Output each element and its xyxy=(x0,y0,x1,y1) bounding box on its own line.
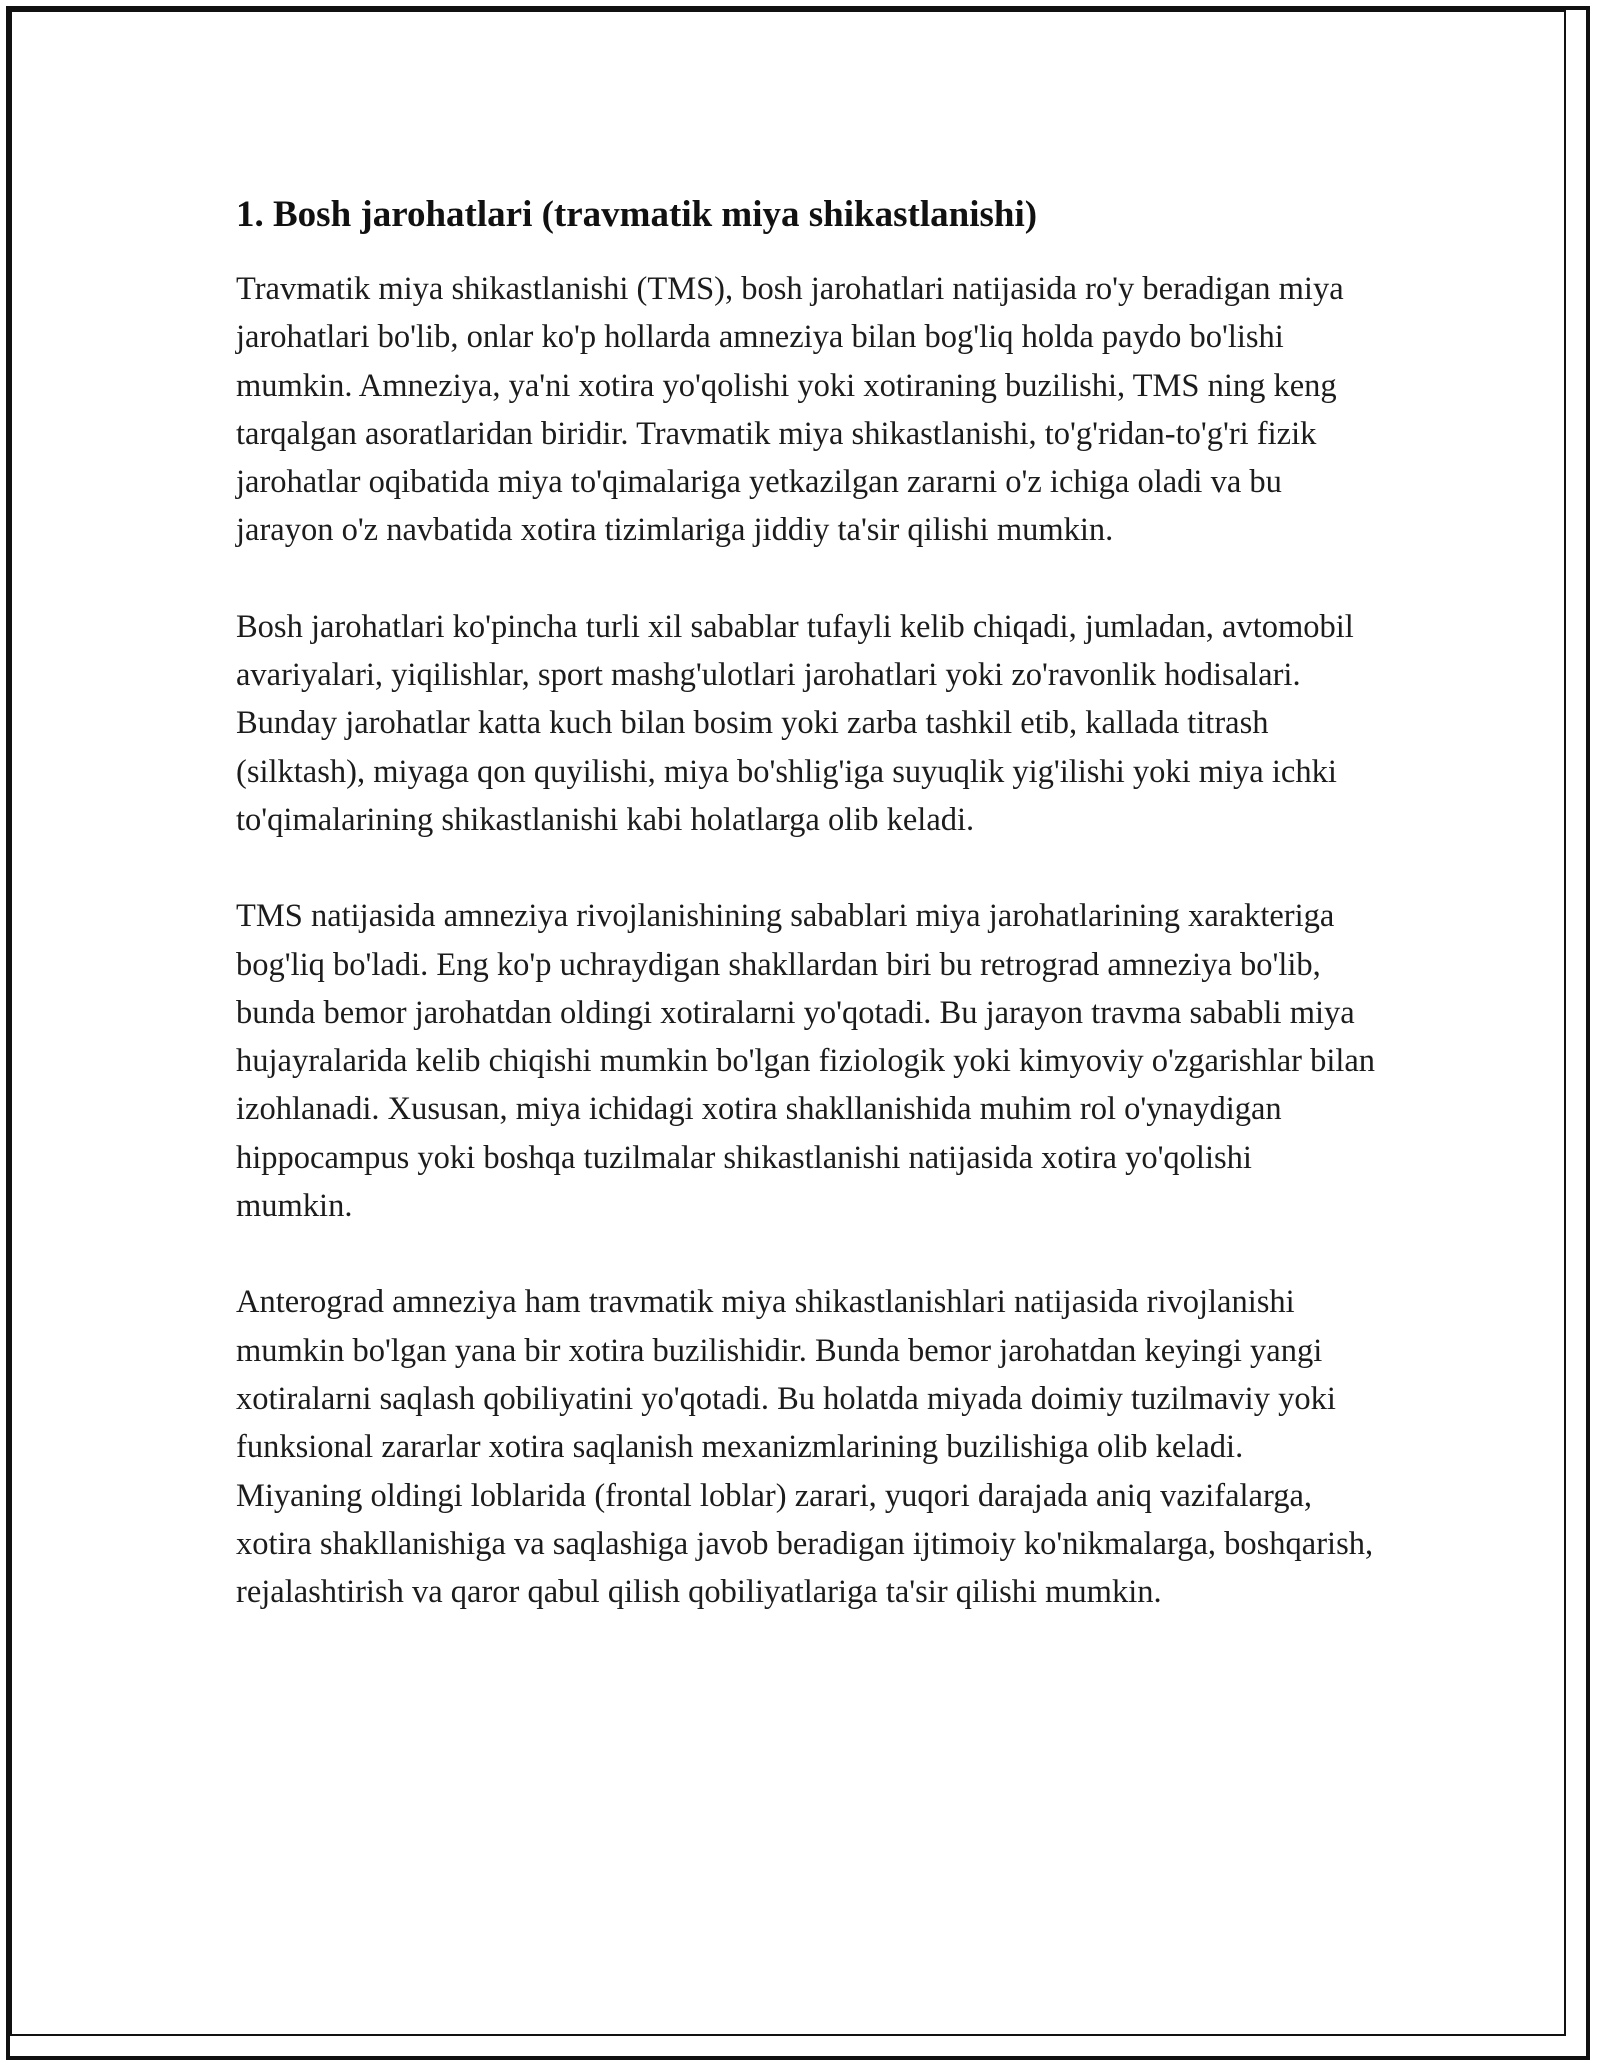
paragraph-3: TMS natijasida amneziya rivojlanishining sabablari miya jarohatlarining xarakteriga bog'liq bo'ladi. Eng ko'p uchraydigan shakllardan biri bu retrograd amneziya bo'lib, bunda bemor jarohatdan oldingi xotiralarni yo'qotadi. Bu jarayon travma sababli miya hujayralarida kelib chiqishi mumkin bo'lgan fiziologik yoki kimyoviy o'zgarishlar bilan izohlanadi. Xususan, miya ichidagi xotira shakllanishida muhim rol o'ynaydigan hippocampus yoki boshqa tuzilmalar shikastlanishi natijasida xotira yo'qolishi mumkin. xyxy=(236,898,1376,1225)
document-body xyxy=(236,187,1376,1664)
section-heading: 1. Bosh jarohatlari (travmatik miya shikastlanishi) xyxy=(236,194,1038,235)
paragraph-2: Bosh jarohatlari ko'pincha turli xil sabablar tufayli kelib chiqadi, jumladan, avtomobil avariyalari, yiqilishlar, sport mashg'ulotlari jarohatlari yoki zo'ravonlik hodisalari. Bunday jarohatlar katta kuch bilan bosim yoki zarba tashkil etib, kallada titrash (silktash), miyaga qon quyilishi, miya bo'shlig'iga suyuqlik yig'ilishi yoki miya ichki to'qimalarining shikastlanishi kabi holatlarga olib keladi. xyxy=(236,608,1354,838)
paragraph-4: Anterograd amneziya ham travmatik miya shikastlanishlari natijasida rivojlanishi mumkin bo'lgan yana bir xotira buzilishidir. Bunda bemor jarohatdan keyingi yangi xotiralarni saqlash qobiliyatini yo'qotadi. Bu holatda miyada doimiy tuzilmaviy yoki funksional zararlar xotira saqlanish mexanizmlarining buzilishiga olib keladi. Miyaning oldingi loblarida (frontal loblar) zarari, yuqori darajada aniq vazifalarga, xotira shakllanishiga va saqlashiga javob beradigan ijtimoiy ko'nikmalarga, boshqarish, rejalashtirish va qaror qabul qilish qobiliyatlariga ta'sir qilishi mumkin. xyxy=(236,1284,1374,1611)
paragraph-1: Travmatik miya shikastlanishi (TMS), bosh jarohatlari natijasida ro'y beradigan miya jarohatlari bo'lib, onlar ko'p hollarda amneziya bilan bog'liq holda paydo bo'lishi mumkin. Amneziya, ya'ni xotira yo'qolishi yoki xotiraning buzilishi, TMS ning keng tarqalgan asoratlaridan biridir. Travmatik miya shikastlanishi, to'g'ridan-to'g'ri fizik jarohatlar oqibatida miya to'qimalariga yetkazilgan zararni o'z ichiga oladi va bu jarayon o'z navbatida xotira tizimlariga jiddiy ta'sir qilishi mumkin. xyxy=(236,271,1344,549)
